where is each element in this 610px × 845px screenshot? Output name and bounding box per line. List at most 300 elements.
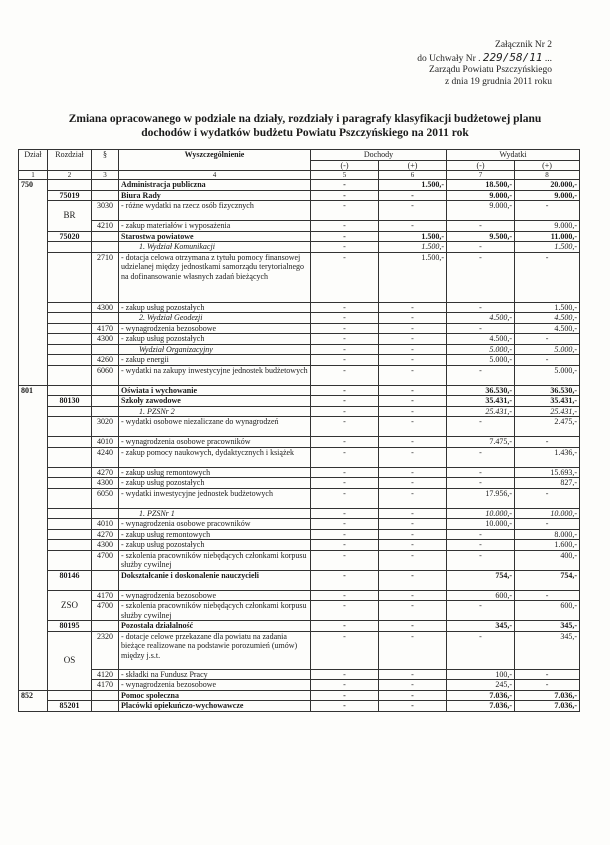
description-cell: - zakup usług remontowych <box>119 467 311 478</box>
income-plus-cell: - <box>379 519 447 530</box>
expense-minus-cell: 245,- <box>447 680 515 691</box>
income-plus-cell: - <box>379 323 447 334</box>
rozdzial-cell <box>48 334 92 345</box>
rozdzial-cell <box>48 540 92 551</box>
income-minus-cell: - <box>311 323 379 334</box>
paragraf-cell <box>92 231 119 242</box>
paragraf-cell <box>92 242 119 253</box>
expense-plus-cell: 20.000,- <box>515 180 580 191</box>
header-opis: Wyszczególnienie <box>119 150 311 171</box>
income-minus-cell: - <box>311 631 379 669</box>
income-plus-cell: - <box>379 313 447 324</box>
description-cell: - zakup usług pozostałych <box>119 334 311 345</box>
paragraf-cell: 4010 <box>92 519 119 530</box>
income-plus-cell: - <box>379 701 447 712</box>
expense-plus-cell: 2.475,- <box>515 417 580 437</box>
expense-plus-cell: - <box>515 437 580 448</box>
rozdzial-cell <box>48 302 92 313</box>
description-cell: Oświata i wychowanie <box>119 385 311 396</box>
description-cell: Biura Rady <box>119 190 311 201</box>
table-row <box>19 365 580 385</box>
expense-minus-cell: - <box>447 221 515 232</box>
col-number: 2 <box>48 171 92 180</box>
header-row-1 <box>19 150 580 161</box>
income-plus-cell: - <box>379 508 447 519</box>
col-number: 1 <box>19 171 48 180</box>
rozdzial-cell: 75019 <box>48 190 92 201</box>
dzial-cell: 852 <box>19 690 48 711</box>
expense-minus-cell: 9.000,- <box>447 201 515 221</box>
paragraf-cell: 3020 <box>92 417 119 437</box>
unit-label: ZSO <box>48 590 92 621</box>
income-minus-cell: - <box>311 478 379 489</box>
expense-plus-cell: 9.000,- <box>515 190 580 201</box>
expense-minus-cell: 4.500,- <box>447 334 515 345</box>
table-row <box>19 669 580 680</box>
expense-plus-cell: 4.500,- <box>515 313 580 324</box>
budget-table-body <box>19 150 580 712</box>
income-plus-cell: - <box>379 590 447 601</box>
rozdzial-cell <box>48 252 92 302</box>
paragraf-cell <box>92 621 119 632</box>
table-row <box>19 447 580 467</box>
table-row <box>19 631 580 669</box>
table-row <box>19 540 580 551</box>
expense-plus-cell: 1.600,- <box>515 540 580 551</box>
rozdzial-cell: 80130 <box>48 396 92 407</box>
description-cell: - zakup usług remontowych <box>119 529 311 540</box>
expense-plus-cell: 9.000,- <box>515 221 580 232</box>
paragraf-cell: 4300 <box>92 540 119 551</box>
resolution-line: do Uchwały Nr . 229/58/11 ... <box>417 50 552 64</box>
income-plus-cell: - <box>379 467 447 478</box>
expense-plus-cell: 1.436,- <box>515 447 580 467</box>
income-minus-cell: - <box>311 201 379 221</box>
resolution-prefix: do Uchwały Nr <box>417 53 476 64</box>
income-minus-cell: - <box>311 488 379 508</box>
income-plus-cell: 1.500,- <box>379 231 447 242</box>
expense-plus-cell: 15.693,- <box>515 467 580 478</box>
header-wydatki-plus: (+) <box>515 160 580 171</box>
income-plus-cell: - <box>379 488 447 508</box>
description-cell: - wynagrodzenia bezosobowe <box>119 590 311 601</box>
rozdzial-cell <box>48 488 92 508</box>
income-minus-cell: - <box>311 590 379 601</box>
header-rozdzial: Rozdział <box>48 150 92 171</box>
description-cell: Placówki opiekuńczo-wychowawcze <box>119 701 311 712</box>
expense-minus-cell: 7.036,- <box>447 701 515 712</box>
income-plus-cell: - <box>379 221 447 232</box>
income-plus-cell: - <box>379 396 447 407</box>
expense-minus-cell: 10.000,- <box>447 508 515 519</box>
paragraf-cell: 4260 <box>92 355 119 366</box>
paragraf-cell: 6060 <box>92 365 119 385</box>
income-plus-cell: - <box>379 621 447 632</box>
rozdzial-cell <box>48 550 92 570</box>
rozdzial-cell <box>48 406 92 417</box>
description-cell: - składki na Fundusz Pracy <box>119 669 311 680</box>
expense-plus-cell: 600,- <box>515 601 580 621</box>
income-plus-cell: - <box>379 365 447 385</box>
unit-label: OS <box>48 631 92 690</box>
description-cell: - zakup materiałów i wyposażenia <box>119 221 311 232</box>
header-dochody: Dochody <box>311 150 447 161</box>
income-plus-cell: - <box>379 680 447 691</box>
rozdzial-cell <box>48 313 92 324</box>
expense-minus-cell: 4.500,- <box>447 313 515 324</box>
rozdzial-cell <box>48 323 92 334</box>
expense-plus-cell: 10.000,- <box>515 508 580 519</box>
chapter-row <box>19 190 580 201</box>
expense-minus-cell: - <box>447 252 515 302</box>
income-plus-cell: - <box>379 406 447 417</box>
paragraf-cell: 4300 <box>92 334 119 345</box>
expense-minus-cell: - <box>447 323 515 334</box>
income-minus-cell: - <box>311 396 379 407</box>
expense-plus-cell: - <box>515 488 580 508</box>
table-row <box>19 508 580 519</box>
expense-minus-cell: 9.500,- <box>447 231 515 242</box>
rozdzial-cell: 80146 <box>48 570 92 590</box>
table-row <box>19 334 580 345</box>
chapter-row <box>19 701 580 712</box>
rozdzial-cell <box>48 508 92 519</box>
table-row <box>19 355 580 366</box>
income-minus-cell: - <box>311 680 379 691</box>
income-plus-cell: - <box>379 601 447 621</box>
expense-plus-cell: 7.036,- <box>515 690 580 701</box>
expense-plus-cell: 345,- <box>515 621 580 632</box>
expense-minus-cell: 25.431,- <box>447 406 515 417</box>
table-row <box>19 680 580 691</box>
paragraf-cell: 4700 <box>92 550 119 570</box>
income-plus-cell: - <box>379 201 447 221</box>
paragraf-cell: 4300 <box>92 478 119 489</box>
table-row <box>19 323 580 334</box>
table-row <box>19 437 580 448</box>
paragraf-cell: 2320 <box>92 631 119 669</box>
expense-minus-cell: 9.000,- <box>447 190 515 201</box>
paragraf-cell <box>92 701 119 712</box>
income-minus-cell: - <box>311 221 379 232</box>
paragraf-cell <box>92 190 119 201</box>
table-row <box>19 478 580 489</box>
document-title <box>20 112 590 140</box>
income-minus-cell: - <box>311 313 379 324</box>
expense-plus-cell: 5.000,- <box>515 344 580 355</box>
income-minus-cell: - <box>311 540 379 551</box>
income-minus-cell: - <box>311 355 379 366</box>
attachment-header <box>417 40 552 88</box>
paragraf-cell <box>92 313 119 324</box>
table-row <box>19 417 580 437</box>
chapter-row <box>19 231 580 242</box>
expense-minus-cell: - <box>447 478 515 489</box>
rozdzial-cell <box>48 478 92 489</box>
description-cell: Starostwa powiatowe <box>119 231 311 242</box>
income-plus-cell: - <box>379 437 447 448</box>
income-minus-cell: - <box>311 447 379 467</box>
income-minus-cell: - <box>311 242 379 253</box>
income-minus-cell: - <box>311 550 379 570</box>
expense-plus-cell: 35.431,- <box>515 396 580 407</box>
paragraf-cell: 4270 <box>92 529 119 540</box>
income-plus-cell: - <box>379 478 447 489</box>
expense-plus-cell: - <box>515 669 580 680</box>
expense-plus-cell: - <box>515 355 580 366</box>
col-number: 7 <box>447 171 515 180</box>
expense-plus-cell: 827,- <box>515 478 580 489</box>
table-row <box>19 406 580 417</box>
income-plus-cell: - <box>379 334 447 345</box>
expense-minus-cell: 7.475,- <box>447 437 515 448</box>
expense-plus-cell: 11.000,- <box>515 231 580 242</box>
expense-minus-cell: 5.000,- <box>447 355 515 366</box>
dzial-cell: 750 <box>19 180 48 386</box>
description-cell: - wynagrodzenia osobowe pracowników <box>119 437 311 448</box>
income-plus-cell: 1.500,- <box>379 242 447 253</box>
expense-plus-cell: 4.500,- <box>515 323 580 334</box>
table-row <box>19 488 580 508</box>
rozdzial-cell: 85201 <box>48 701 92 712</box>
rozdzial-cell <box>48 180 92 191</box>
paragraf-cell <box>92 508 119 519</box>
income-minus-cell: - <box>311 385 379 396</box>
rozdzial-cell <box>48 519 92 530</box>
section-row <box>19 690 580 701</box>
income-minus-cell: - <box>311 252 379 302</box>
unit-label: BR <box>48 201 92 232</box>
income-minus-cell: - <box>311 529 379 540</box>
resolution-date: z dnia 19 grudnia 2011 roku <box>444 76 552 87</box>
description-cell: - zakup energii <box>119 355 311 366</box>
income-plus-cell: - <box>379 669 447 680</box>
expense-minus-cell: - <box>447 302 515 313</box>
expense-plus-cell: - <box>515 590 580 601</box>
income-minus-cell: - <box>311 669 379 680</box>
rozdzial-cell <box>48 447 92 467</box>
expense-plus-cell: 5.000,- <box>515 365 580 385</box>
expense-minus-cell: 35.431,- <box>447 396 515 407</box>
header-dochody-minus: (-) <box>311 160 379 171</box>
expense-plus-cell: 8.000,- <box>515 529 580 540</box>
expense-minus-cell: 18.500,- <box>447 180 515 191</box>
income-plus-cell: - <box>379 570 447 590</box>
description-cell: Administracja publiczna <box>119 180 311 191</box>
col-number: 3 <box>92 171 119 180</box>
expense-minus-cell: - <box>447 467 515 478</box>
paragraf-cell: 4170 <box>92 590 119 601</box>
title-line-1: Zmiana opracowanego w podziale na działy, rozdziały i paragrafy klasyfikacji budżetowej planu <box>68 113 542 125</box>
col-number: 4 <box>119 171 311 180</box>
description-cell: - zakup usług pozostałych <box>119 478 311 489</box>
column-number-row <box>19 171 580 180</box>
description-cell: - dotacja celowa otrzymana z tytułu pomocy finansowej udzielanej między jednostkami samorządu terytorialnego na dofinansowanie własnych zadań bieżących <box>119 252 311 302</box>
income-plus-cell: - <box>379 355 447 366</box>
income-minus-cell: - <box>311 508 379 519</box>
description-cell: 1. PZSNr 1 <box>119 508 311 519</box>
paragraf-cell: 4300 <box>92 302 119 313</box>
expense-minus-cell: 600,- <box>447 590 515 601</box>
rozdzial-cell: 75020 <box>48 231 92 242</box>
description-cell: - wydatki inwestycyjne jednostek budżetowych <box>119 488 311 508</box>
income-minus-cell: - <box>311 437 379 448</box>
expense-minus-cell: - <box>447 529 515 540</box>
expense-minus-cell: - <box>447 540 515 551</box>
income-minus-cell: - <box>311 621 379 632</box>
description-cell: Szkoły zawodowe <box>119 396 311 407</box>
income-minus-cell: - <box>311 190 379 201</box>
expense-plus-cell: - <box>515 680 580 691</box>
paragraf-cell: 4240 <box>92 447 119 467</box>
income-minus-cell: - <box>311 701 379 712</box>
paragraf-cell: 4170 <box>92 323 119 334</box>
expense-minus-cell: 100,- <box>447 669 515 680</box>
table-row <box>19 601 580 621</box>
table-row <box>19 313 580 324</box>
income-plus-cell: - <box>379 344 447 355</box>
description-cell: Dokształcanie i doskonalenie nauczycieli <box>119 570 311 590</box>
table-row <box>19 302 580 313</box>
rozdzial-cell <box>48 437 92 448</box>
income-plus-cell: - <box>379 190 447 201</box>
table-row <box>19 201 580 221</box>
paragraf-cell <box>92 180 119 191</box>
rozdzial-cell <box>48 344 92 355</box>
expense-plus-cell: 1.500,- <box>515 242 580 253</box>
chapter-row <box>19 570 580 590</box>
table-row <box>19 252 580 302</box>
rozdzial-cell <box>48 467 92 478</box>
expense-minus-cell: - <box>447 447 515 467</box>
income-minus-cell: - <box>311 690 379 701</box>
paragraf-cell <box>92 406 119 417</box>
paragraf-cell <box>92 690 119 701</box>
chapter-row <box>19 621 580 632</box>
table-row <box>19 550 580 570</box>
section-row <box>19 180 580 191</box>
description-cell: Pozostała działalność <box>119 621 311 632</box>
income-minus-cell: - <box>311 302 379 313</box>
income-plus-cell: 1.500,- <box>379 252 447 302</box>
description-cell: 2. Wydział Geodezji <box>119 313 311 324</box>
section-row <box>19 385 580 396</box>
description-cell: - wydatki na zakupy inwestycyjne jednostek budżetowych <box>119 365 311 385</box>
budget-table <box>18 149 580 712</box>
expense-plus-cell: - <box>515 519 580 530</box>
attachment-number: Załącznik Nr 2 <box>495 40 552 50</box>
income-minus-cell: - <box>311 601 379 621</box>
expense-minus-cell: 754,- <box>447 570 515 590</box>
income-plus-cell: - <box>379 385 447 396</box>
expense-plus-cell: 7.036,- <box>515 701 580 712</box>
paragraf-cell: 3030 <box>92 201 119 221</box>
rozdzial-cell <box>48 690 92 701</box>
expense-minus-cell: 7.036,- <box>447 690 515 701</box>
rozdzial-cell <box>48 365 92 385</box>
paragraf-cell: 6050 <box>92 488 119 508</box>
income-minus-cell: - <box>311 406 379 417</box>
paragraf-cell: 2710 <box>92 252 119 302</box>
table-row <box>19 344 580 355</box>
table-row <box>19 529 580 540</box>
expense-plus-cell: 345,- <box>515 631 580 669</box>
income-minus-cell: - <box>311 519 379 530</box>
description-cell: - dotacje celowe przekazane dla powiatu na zadania bieżące realizowane na podstawie porozumień (umów) między j.s.t. <box>119 631 311 669</box>
income-plus-cell: - <box>379 447 447 467</box>
col-number: 5 <box>311 171 379 180</box>
board-name: Zarządu Powiatu Pszczyńskiego <box>429 65 552 75</box>
paragraf-cell <box>92 396 119 407</box>
paragraf-cell: 4010 <box>92 437 119 448</box>
description-cell: - szkolenia pracowników niebędących członkami korpusu służby cywilnej <box>119 601 311 621</box>
header-dzial: Dział <box>19 150 48 171</box>
expense-minus-cell: 10.000,- <box>447 519 515 530</box>
description-cell: - szkolenia pracowników niebędących członkami korpusu służby cywilnej <box>119 550 311 570</box>
table-row <box>19 519 580 530</box>
expense-minus-cell: - <box>447 601 515 621</box>
expense-minus-cell: - <box>447 365 515 385</box>
income-minus-cell: - <box>311 344 379 355</box>
rozdzial-cell <box>48 242 92 253</box>
income-plus-cell: - <box>379 529 447 540</box>
income-plus-cell: - <box>379 550 447 570</box>
description-cell: Wydział Organizacyjny <box>119 344 311 355</box>
description-cell: 1. Wydział Komunikacji <box>119 242 311 253</box>
header-wydatki-minus: (-) <box>447 160 515 171</box>
income-plus-cell: - <box>379 631 447 669</box>
expense-minus-cell: - <box>447 417 515 437</box>
table-row <box>19 590 580 601</box>
paragraf-cell <box>92 385 119 396</box>
chapter-row <box>19 396 580 407</box>
header-wydatki: Wydatki <box>447 150 580 161</box>
expense-minus-cell: 345,- <box>447 621 515 632</box>
description-cell: - zakup usług pozostałych <box>119 302 311 313</box>
paragraf-cell <box>92 570 119 590</box>
income-minus-cell: - <box>311 467 379 478</box>
description-cell: 1. PZSNr 2 <box>119 406 311 417</box>
expense-plus-cell: - <box>515 201 580 221</box>
description-cell: - zakup pomocy naukowych, dydaktycznych i książek <box>119 447 311 467</box>
paragraf-cell <box>92 344 119 355</box>
expense-plus-cell: - <box>515 252 580 302</box>
income-plus-cell: - <box>379 417 447 437</box>
description-cell: - wynagrodzenia osobowe pracowników <box>119 519 311 530</box>
income-plus-cell: - <box>379 690 447 701</box>
income-minus-cell: - <box>311 334 379 345</box>
description-cell: - zakup usług pozostałych <box>119 540 311 551</box>
rozdzial-cell <box>48 529 92 540</box>
paragraf-cell: 4210 <box>92 221 119 232</box>
col-number: 6 <box>379 171 447 180</box>
paragraf-cell: 4700 <box>92 601 119 621</box>
expense-plus-cell: 25.431,- <box>515 406 580 417</box>
header-paragraf: § <box>92 150 119 171</box>
rozdzial-cell <box>48 417 92 437</box>
rozdzial-cell: 80195 <box>48 621 92 632</box>
paragraf-cell: 4170 <box>92 680 119 691</box>
table-row <box>19 242 580 253</box>
dzial-cell: 801 <box>19 385 48 690</box>
income-plus-cell: - <box>379 302 447 313</box>
income-minus-cell: - <box>311 417 379 437</box>
col-number: 8 <box>515 171 580 180</box>
description-cell: Pomoc społeczna <box>119 690 311 701</box>
income-minus-cell: - <box>311 231 379 242</box>
expense-plus-cell: 36.530,- <box>515 385 580 396</box>
expense-minus-cell: - <box>447 631 515 669</box>
